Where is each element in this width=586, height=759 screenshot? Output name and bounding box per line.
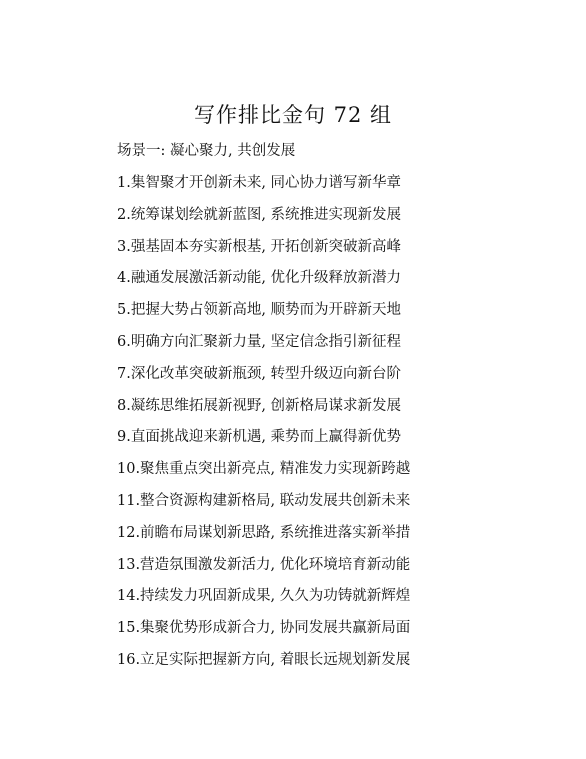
sentence-item: 15.集聚优势形成新合力, 协同发展共赢新局面 <box>117 620 411 637</box>
sentence-item: 14.持续发力巩固新成果, 久久为功铸就新辉煌 <box>117 588 411 605</box>
sentence-item: 3.强基固本夯实新根基, 开拓创新突破新高峰 <box>117 238 402 255</box>
sentence-item: 13.营造氛围激发新活力, 优化环境培育新动能 <box>117 556 411 573</box>
sentence-item: 2.统筹谋划绘就新蓝图, 系统推进实现新发展 <box>117 206 402 223</box>
sentence-item: 8.凝练思维拓展新视野, 创新格局谋求新发展 <box>117 397 402 414</box>
sentence-item: 11.整合资源构建新格局, 联动发展共创新未来 <box>117 492 411 509</box>
sentence-item: 4.融通发展激活新动能, 优化升级释放新潜力 <box>117 270 402 287</box>
sentence-item: 9.直面挑战迎来新机遇, 乘势而上赢得新优势 <box>117 429 402 446</box>
sentence-item: 12.前瞻布局谋划新思路, 系统推进落实新举措 <box>117 524 411 541</box>
sentence-item: 7.深化改革突破新瓶颈, 转型升级迈向新台阶 <box>117 365 402 382</box>
sentence-item: 10.聚焦重点突出新亮点, 精准发力实现新跨越 <box>117 461 411 478</box>
sentence-item: 5.把握大势占领新高地, 顺势而为开辟新天地 <box>117 302 402 319</box>
sentence-item: 16.立足实际把握新方向, 着眼长远规划新发展 <box>117 651 411 668</box>
sentence-item: 1.集智聚才开创新未来, 同心协力谱写新华章 <box>117 175 402 191</box>
sentence-item: 6.明确方向汇聚新力量, 坚定信念指引新征程 <box>117 333 402 350</box>
sentence-list <box>117 171 410 680</box>
section-heading: 场景一: 凝心聚力, 共创发展 <box>117 143 296 159</box>
document-title: 写作排比金句 72 组 <box>193 103 393 127</box>
